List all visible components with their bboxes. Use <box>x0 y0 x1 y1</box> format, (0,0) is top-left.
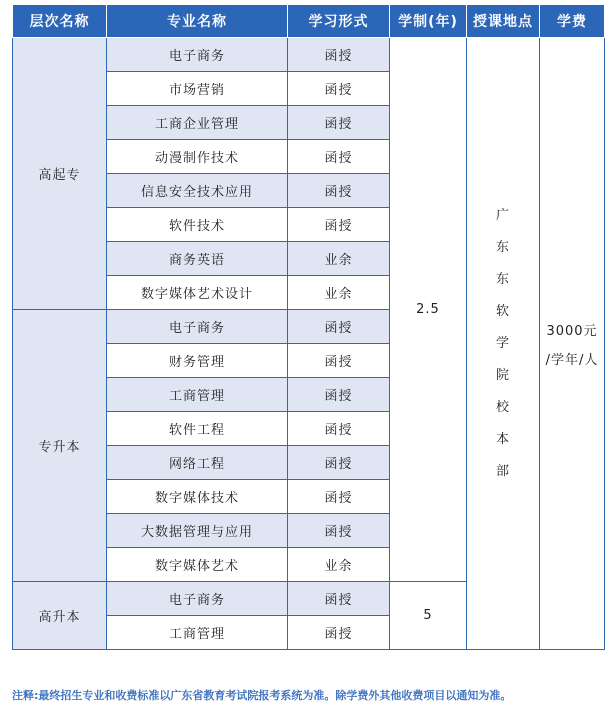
location-char: 广 <box>495 207 510 223</box>
header-tuition: 学费 <box>540 5 605 38</box>
study-form-cell: 函授 <box>288 480 390 514</box>
study-form-cell: 函授 <box>288 310 390 344</box>
study-form-cell: 函授 <box>288 140 390 174</box>
study-form-cell: 函授 <box>288 446 390 480</box>
major-cell: 数字媒体艺术设计 <box>107 276 288 310</box>
study-form-cell: 函授 <box>288 412 390 446</box>
major-cell: 工商管理 <box>107 616 288 650</box>
header-location: 授课地点 <box>467 5 540 38</box>
major-cell: 市场营销 <box>107 72 288 106</box>
location-char: 东 <box>495 239 510 255</box>
major-cell: 工商管理 <box>107 378 288 412</box>
study-form-cell: 函授 <box>288 38 390 72</box>
study-form-cell: 函授 <box>288 208 390 242</box>
study-form-cell: 函授 <box>288 582 390 616</box>
major-cell: 电子商务 <box>107 582 288 616</box>
tuition-cell <box>540 38 605 650</box>
level-name-cell: 高起专 <box>13 38 107 310</box>
header-study-form: 学习形式 <box>288 5 390 38</box>
location-char: 学 <box>495 335 510 351</box>
duration-cell: 2.5 <box>390 38 467 582</box>
study-form-cell: 函授 <box>288 514 390 548</box>
study-form-cell: 函授 <box>288 344 390 378</box>
location-char: 校 <box>495 399 510 415</box>
header-major: 专业名称 <box>107 5 288 38</box>
major-cell: 数字媒体技术 <box>107 480 288 514</box>
header-level: 层次名称 <box>13 5 107 38</box>
study-form-cell: 业余 <box>288 242 390 276</box>
enrollment-table <box>12 5 605 650</box>
major-cell: 大数据管理与应用 <box>107 514 288 548</box>
study-form-cell: 业余 <box>288 276 390 310</box>
major-cell: 软件工程 <box>107 412 288 446</box>
level-name-cell: 高升本 <box>13 582 107 650</box>
study-form-cell: 函授 <box>288 616 390 650</box>
level-name-cell: 专升本 <box>13 310 107 582</box>
table-row <box>13 38 605 72</box>
major-cell: 网络工程 <box>107 446 288 480</box>
study-form-cell: 业余 <box>288 548 390 582</box>
major-cell: 信息安全技术应用 <box>107 174 288 208</box>
major-cell: 财务管理 <box>107 344 288 378</box>
major-cell: 工商企业管理 <box>107 106 288 140</box>
footnote: 注释:最终招生专业和收费标准以广东省教育考试院报考系统为准。除学费外其他收费项目以通知为准。 <box>12 689 512 702</box>
major-cell: 软件技术 <box>107 208 288 242</box>
table-header-row <box>13 5 605 38</box>
tuition-amount: 3000元 <box>546 323 598 339</box>
major-cell: 动漫制作技术 <box>107 140 288 174</box>
major-cell: 电子商务 <box>107 38 288 72</box>
location-cell <box>467 38 540 650</box>
study-form-cell: 函授 <box>288 174 390 208</box>
tuition-unit: /学年/人 <box>545 352 599 368</box>
location-char: 部 <box>495 463 510 479</box>
location-char: 本 <box>495 431 510 447</box>
location-char: 东 <box>495 271 510 287</box>
study-form-cell: 函授 <box>288 72 390 106</box>
study-form-cell: 函授 <box>288 378 390 412</box>
duration-cell: 5 <box>390 582 467 650</box>
major-cell: 数字媒体艺术 <box>107 548 288 582</box>
location-char: 软 <box>495 303 510 319</box>
location-char: 院 <box>495 367 510 383</box>
major-cell: 电子商务 <box>107 310 288 344</box>
header-duration: 学制(年) <box>390 5 467 38</box>
major-cell: 商务英语 <box>107 242 288 276</box>
study-form-cell: 函授 <box>288 106 390 140</box>
